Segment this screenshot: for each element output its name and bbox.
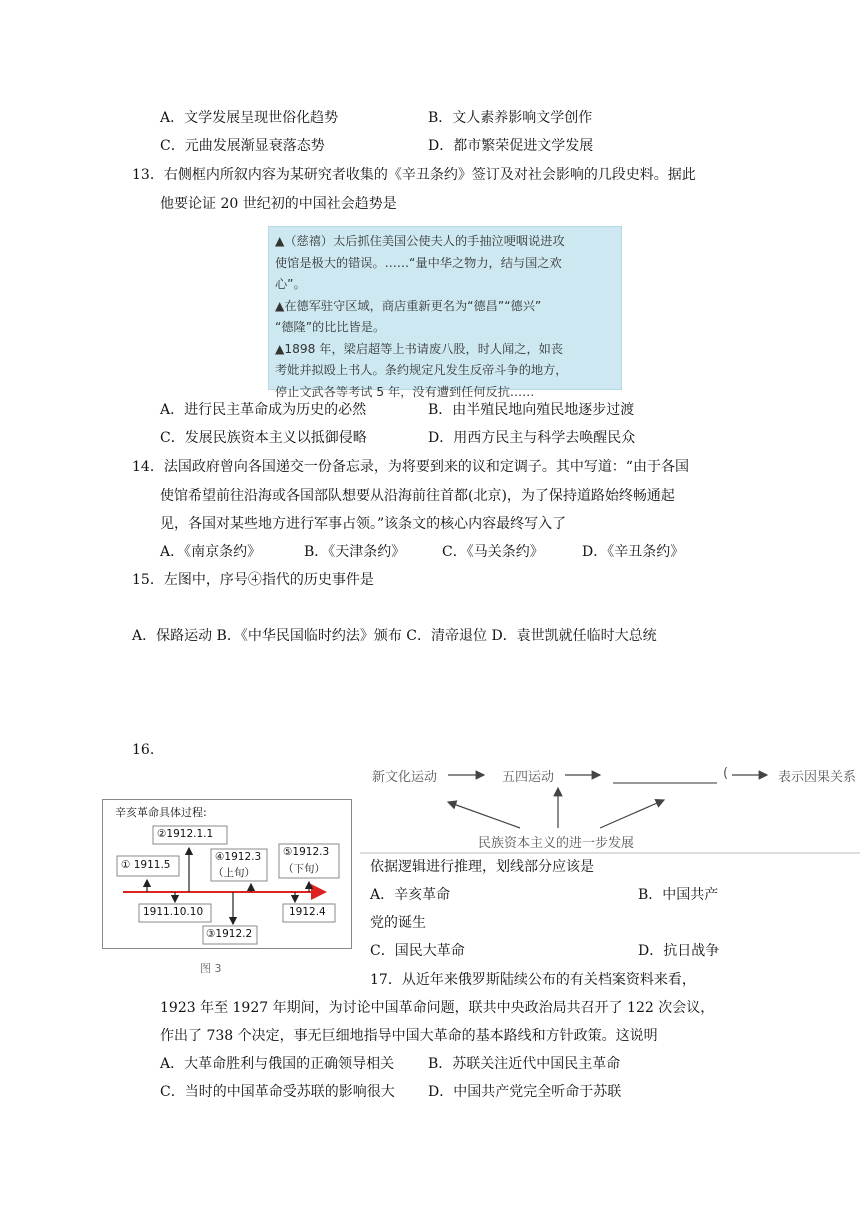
q16-option-b-cont: 党的诞生 bbox=[370, 915, 426, 931]
event-5-date: ⑤1912.3 bbox=[283, 846, 330, 858]
chain-node-may-fourth: 五四运动 bbox=[502, 770, 555, 785]
q13-source-box bbox=[268, 226, 622, 399]
q13-option-b: B．由半殖民地向殖民地逐步过渡 bbox=[428, 402, 635, 418]
source-line: ▲1898 年，梁启超等上书请废八股，时人闻之，如丧 bbox=[275, 341, 564, 356]
q14-stem-line2: 使馆希望前往沿海或各国部队想要从沿海前往首都(北京)，为了保持道路始终畅通起 bbox=[160, 488, 675, 504]
chain-node-new-culture: 新文化运动 bbox=[372, 770, 438, 785]
q13-stem-line2: 他要论证 20 世纪初的中国社会趋势是 bbox=[160, 196, 397, 212]
q13-option-a: A．进行民主革命成为历史的必然 bbox=[160, 402, 367, 418]
q16-option-a: A．辛亥革命 bbox=[370, 887, 451, 903]
event-wuchang: 1911.10.10 bbox=[143, 906, 204, 918]
event-4-period: （上旬） bbox=[213, 867, 255, 879]
q16-stem: 依据逻辑进行推理，划线部分应该是 bbox=[370, 859, 594, 875]
q15-stem: 15．左图中，序号④指代的历史事件是 bbox=[132, 572, 374, 588]
q17-option-c: C．当时的中国革命受苏联的影响很大 bbox=[160, 1084, 395, 1100]
q17-option-d: D．中国共产党完全听命于苏联 bbox=[428, 1084, 622, 1100]
q16-causal-chain bbox=[360, 756, 860, 856]
q14-option-c: C．《马关条约》 bbox=[442, 544, 544, 560]
q17-stem-line2: 1923 年至 1927 年期间，为讨论中国革命问题，联共中央政治局共召开了 122 次会议， bbox=[160, 1000, 715, 1016]
source-line: 停止文武各等考试 5 年，没有遭到任何反抗…… bbox=[275, 384, 535, 399]
q13-stem-line1: 13．右侧框内所叙内容为某研究者收集的《辛丑条约》签订及对社会影响的几段史料。据此 bbox=[132, 167, 696, 183]
q16-option-b: B．中国共产 bbox=[638, 887, 719, 903]
q16-number: 16. bbox=[132, 742, 155, 758]
source-line: 考妣并拟殴上书人。条约规定凡发生反帝斗争的地方， bbox=[275, 363, 568, 377]
source-line: 使馆是极大的错误。……“量中华之物力，结与国之欢 bbox=[275, 255, 562, 270]
chain-node-bottom: 民族资本主义的进一步发展 bbox=[478, 836, 635, 851]
event-1: ① 1911.5 bbox=[121, 859, 171, 871]
event-3: ③1912.2 bbox=[206, 928, 253, 940]
q17-stem-line1: 17．从近年来俄罗斯陆续公布的有关档案资料来看， bbox=[370, 972, 696, 988]
figure-title: 辛亥革命具体过程: bbox=[115, 806, 207, 819]
source-line: 心”。 bbox=[275, 277, 306, 291]
q15-options: A．保路运动 B．《中华民国临时约法》颁布 C．清帝退位 D．袁世凯就任临时大总统 bbox=[132, 628, 657, 644]
q12-option-a: A．文学发展呈现世俗化趋势 bbox=[160, 110, 339, 126]
chain-legend-paren: ( bbox=[723, 766, 729, 781]
event-2: ②1912.1.1 bbox=[157, 828, 214, 840]
q13-option-c: C．发展民族资本主义以抵御侵略 bbox=[160, 430, 367, 446]
q14-stem-line3: 见，各国对某些地方进行军事占领。”该条文的核心内容最终写入了 bbox=[160, 516, 567, 532]
figure-3-timeline bbox=[102, 799, 352, 949]
q17-option-a: A．大革命胜利与俄国的正确领导相关 bbox=[160, 1056, 395, 1072]
q16-option-d: D．抗日战争 bbox=[638, 943, 720, 959]
q13-option-d: D．用西方民主与科学去唤醒民众 bbox=[428, 430, 636, 446]
source-line: ▲在德军驻守区域，商店重新更名为“德昌”“德兴” bbox=[275, 298, 542, 313]
source-line: ▲（慈禧）太后抓住美国公使夫人的手抽泣哽咽说进攻 bbox=[275, 234, 565, 248]
event-1912-4: 1912.4 bbox=[289, 906, 326, 918]
q17-stem-line3: 作出了 738 个决定，事无巨细地指导中国大革命的基本路线和方针政策。这说明 bbox=[160, 1028, 658, 1044]
source-line: “德隆”的比比皆是。 bbox=[275, 320, 386, 334]
q14-option-b: B．《天津条约》 bbox=[304, 544, 406, 560]
q12-option-b: B．文人素养影响文学创作 bbox=[428, 110, 593, 126]
chain-legend-label: 表示因果关系 bbox=[778, 770, 857, 785]
q14-option-a: A．《南京条约》 bbox=[160, 544, 262, 560]
q12-option-c: C．元曲发展渐显衰落态势 bbox=[160, 138, 325, 154]
event-5-period: （下旬） bbox=[283, 863, 325, 875]
q14-option-d: D．《辛丑条约》 bbox=[582, 544, 685, 560]
q16-option-c: C．国民大革命 bbox=[370, 943, 465, 959]
q17-option-b: B．苏联关注近代中国民主革命 bbox=[428, 1056, 621, 1072]
figure-3-caption: 图 3 bbox=[200, 962, 222, 975]
event-4-date: ④1912.3 bbox=[215, 851, 262, 863]
q14-stem-line1: 14．法国政府曾向各国递交一份备忘录，为将要到来的议和定调子。其中写道：“由于各国 bbox=[132, 459, 689, 475]
q12-option-d: D．都市繁荣促进文学发展 bbox=[428, 138, 594, 154]
